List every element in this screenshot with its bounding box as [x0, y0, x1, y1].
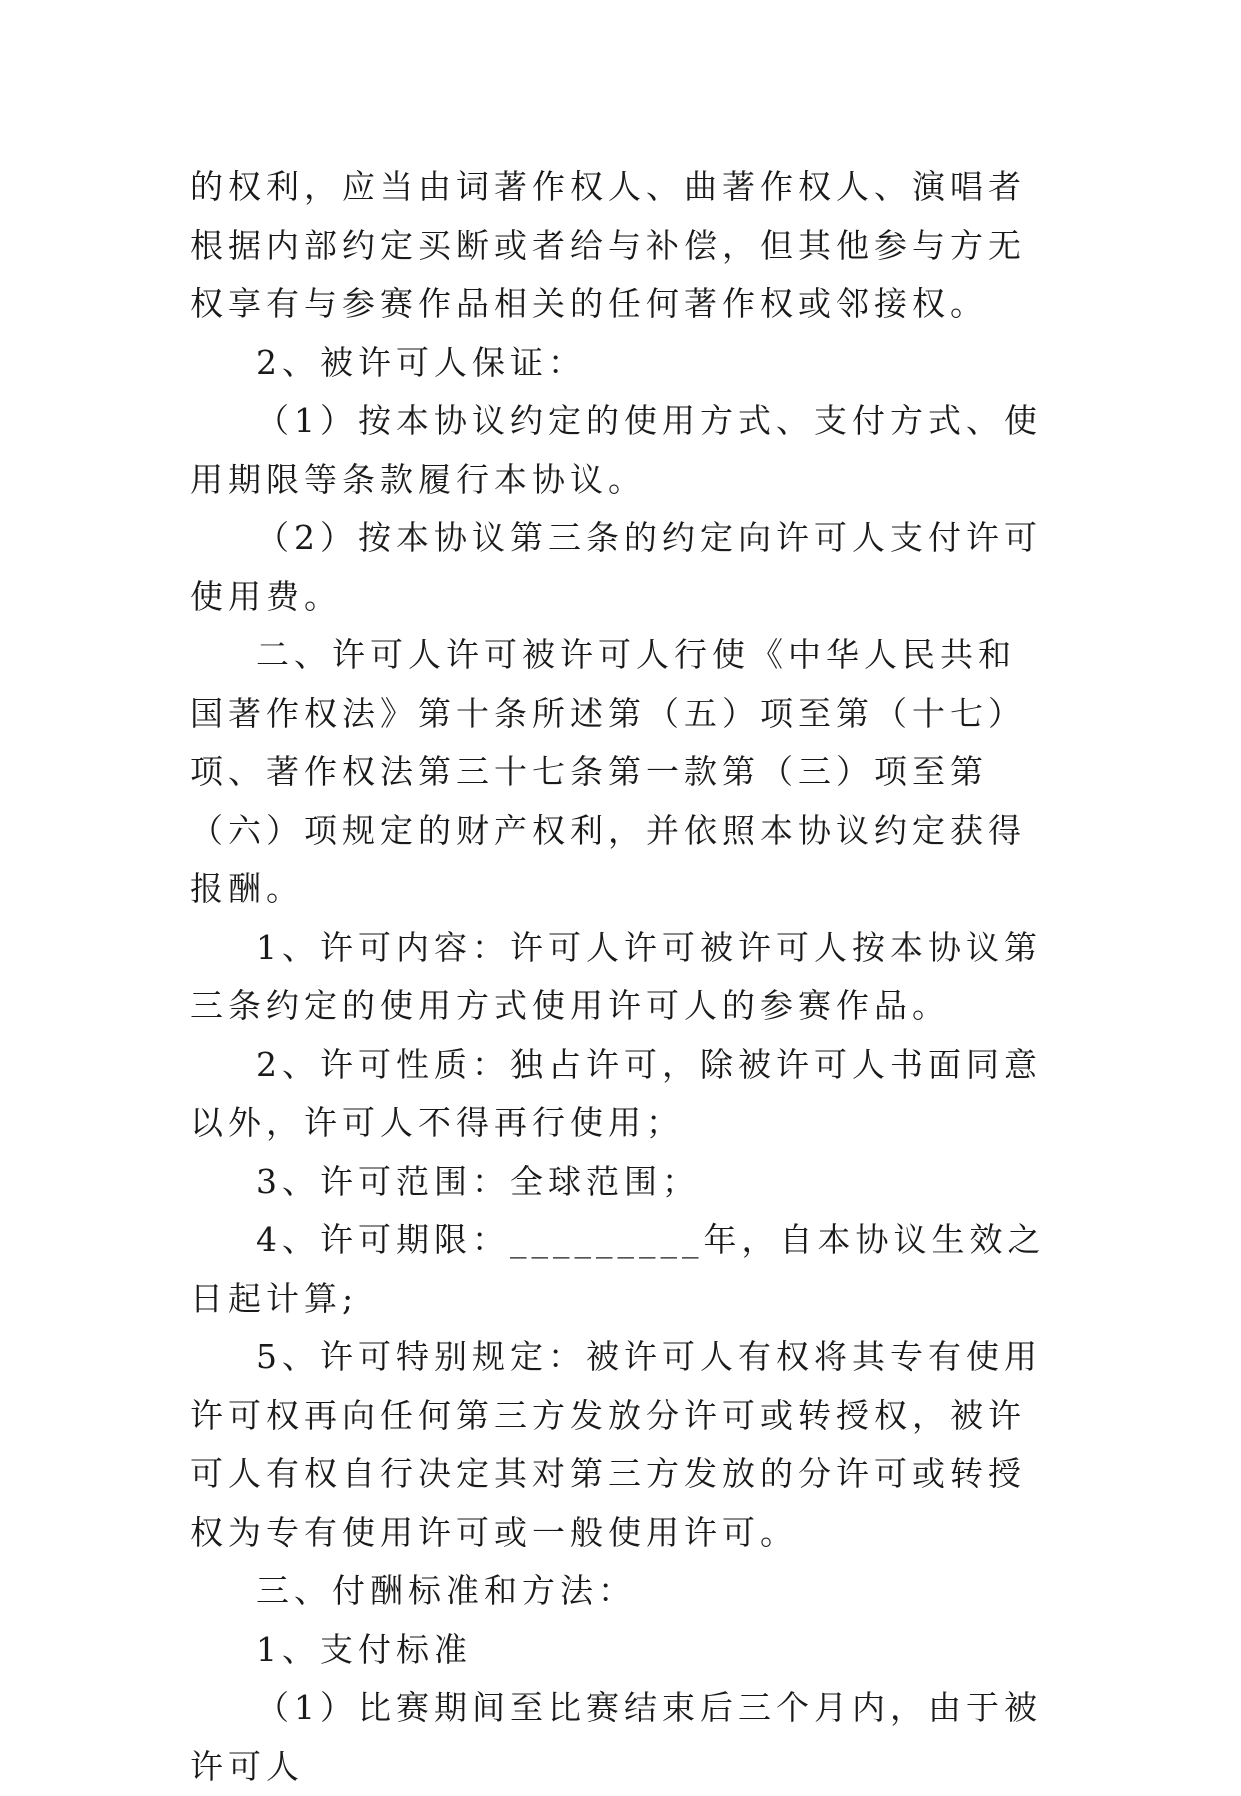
paragraph-guarantee-item-2: （2）按本协议第三条的约定向许可人支付许可使用费。 — [190, 518, 1042, 616]
paragraph-rights-continuation: 的权利，应当由词著作权人、曲著作权人、演唱者根据内部约定买断或者给与补偿，但其他参与方无权享有与参赛作品相关的任何著作权或邻接权。 — [190, 167, 1026, 323]
paragraph-license-nature: 2、许可性质：独占许可，除被许可人书面同意以外，许可人不得再行使用； — [190, 1044, 1042, 1142]
paragraph-license-content: 1、许可内容：许可人许可被许可人按本协议第三条约定的使用方式使用许可人的参赛作品。 — [190, 927, 1042, 1025]
paragraph-license-term: 4、许可期限：_________年，自本协议生效之日起计算; — [190, 1220, 1046, 1318]
paragraph-licensee-guarantee: 2、被许可人保证： — [256, 342, 586, 382]
paragraph-section-two: 二、许可人许可被许可人行使《中华人民共和国著作权法》第十条所述第（五）项至第（十七）项、著作权法第三十七条第一款第（三）项至第（六）项规定的财产权利，并依照本协议约定获得报酬。 — [190, 635, 1026, 908]
paragraph-license-special: 5、许可特别规定：被许可人有权将其专有使用许可权再向任何第三方发放分许可或转授权，被许可人有权自行决定其对第三方发放的分许可或转授权为专有使用许可或一般使用许可。 — [190, 1337, 1042, 1552]
document-body — [190, 158, 1052, 1796]
paragraph-guarantee-item-1: （1）按本协议约定的使用方式、支付方式、使用期限等条款履行本协议。 — [190, 401, 1042, 499]
paragraph-payment-standard: 1、支付标准 — [256, 1629, 472, 1669]
paragraph-license-scope: 3、许可范围：全球范围； — [256, 1161, 700, 1201]
paragraph-section-three: 三、付酬标准和方法： — [256, 1571, 636, 1610]
paragraph-payment-item-1: （1）比赛期间至比赛结束后三个月内，由于被许可人 — [190, 1688, 1042, 1786]
